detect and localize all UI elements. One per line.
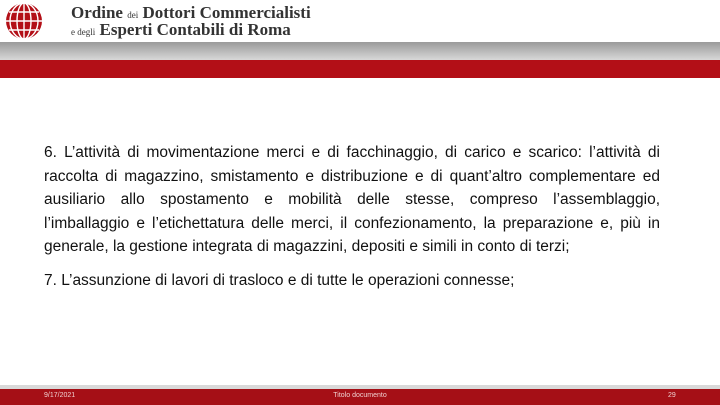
- header: [0, 0, 720, 42]
- paragraph-item-6: 6. L’attività di movimentazione merci e di facchinaggio, di carico e scarico: l’attività di raccolta di magazzino, smistamento e distribuzione e di quant’altro complementare ed ausiliario allo spostamento e mobilità delle stesse, compreso l’assemblaggio, l’imballaggio e l’etichettatura delle merci, il confezionamento, la preparazione e, più in generale, la gestione integrata di magazzini, depositi e simili in conto di terzi;: [44, 144, 660, 256]
- paragraph-item-7: 7. L’assunzione di lavori di trasloco e di tutte le operazioni connesse;: [44, 271, 515, 289]
- header-grey-band: [0, 42, 720, 60]
- header-red-band: [0, 60, 720, 78]
- logo-icon: [0, 0, 50, 42]
- slide-body: [44, 141, 660, 293]
- footer-title: Titolo documento: [333, 392, 387, 399]
- page-number: 29: [668, 392, 676, 399]
- org-name-line2: e degli Esperti Contabili di Roma: [71, 20, 291, 39]
- footer-date: 9/17/2021: [44, 392, 76, 399]
- org-name-line1: Ordine dei Dottori Commercialisti: [71, 3, 311, 22]
